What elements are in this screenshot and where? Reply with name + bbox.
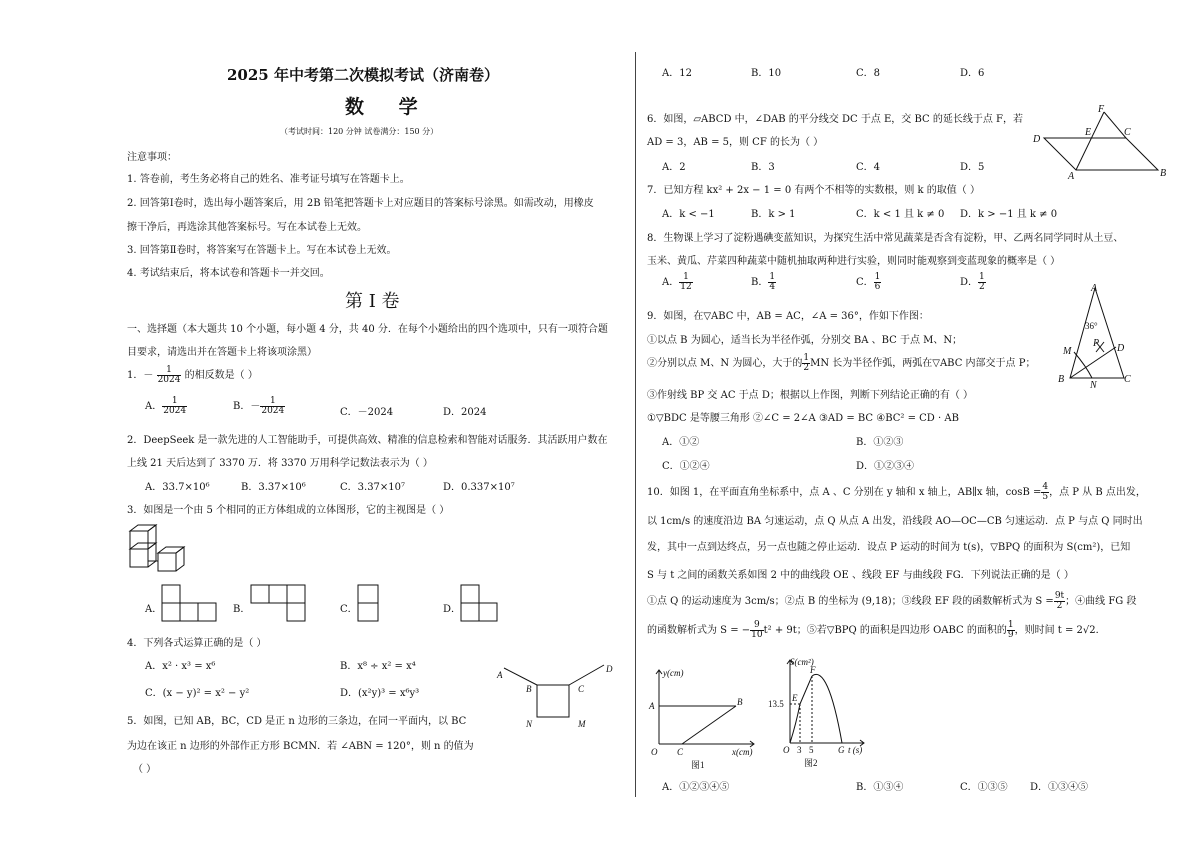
q9-stem: ①▽BDC 是等腰三角形 ②∠C = 2∠A ③AD = BC ④BC² = CD · AB [647, 413, 959, 424]
fig2-label-f: F [810, 665, 816, 675]
fig2-label-135: 13.5 [768, 699, 784, 709]
q7-stem: 7．已知方程 kx² + 2x − 1 = 0 有两个不相等的实数根，则 k 的取值（ ） [647, 185, 980, 196]
q2-option-c[interactable]: C．3.37×10⁷ [340, 482, 406, 493]
q9-label-c: C [1124, 374, 1131, 385]
column-divider [635, 52, 636, 797]
q4-option-d[interactable]: D．(x²y)³ = x⁶y³ [340, 688, 420, 699]
part1-intro: 一、选择题（本大题共 10 个小题，每小题 4 分，共 40 分．在每个小题给出的四个选项中，只有一项符合题 [127, 324, 608, 335]
q6-option-b[interactable]: B．3 [751, 162, 775, 173]
q10-option-d[interactable]: D．①③④⑤ [1030, 782, 1089, 793]
q6-label-c: C [1124, 127, 1131, 138]
q3-option-d[interactable]: D． [443, 604, 462, 615]
notice-item: 擦干净后，再选涂其他答案标号。写在本试卷上无效。 [127, 222, 367, 233]
q6-option-d[interactable]: D．5 [960, 162, 985, 173]
exam-title: 2025 年中考第二次模拟考试（济南卷） [227, 66, 499, 84]
q5-option-c[interactable]: C．8 [856, 68, 881, 79]
q5-stem: （ ） [133, 764, 157, 775]
q9-option-a[interactable]: A．①② [662, 437, 700, 448]
q3-option-c-view[interactable] [357, 584, 381, 624]
q2-option-d[interactable]: D．0.337×10⁷ [443, 482, 515, 493]
q5-label-n: N [526, 719, 533, 729]
notice-item: 4. 考试结束后，将本试卷和答题卡一并交回。 [127, 268, 330, 279]
q6-stem: AD = 3，AB = 5，则 CF 的长为（ ） [647, 137, 824, 148]
q2-stem: 2．DeepSeek 是一款先进的人工智能助手，可提供高效、精准的信息检索和智能对话服务．其活跃用户数在 [127, 435, 608, 446]
q5-option-b[interactable]: B．10 [751, 68, 782, 79]
q3-option-d-view[interactable] [460, 584, 500, 624]
q4-stem: 4．下列各式运算正确的是（ ） [127, 638, 267, 649]
q1-option-d[interactable]: D．2024 [443, 407, 487, 418]
fig1-label-b: B [737, 697, 743, 707]
q9-label-a: A [1091, 283, 1098, 294]
q8-option-c[interactable]: C． $\frac{1}{6}$ [856, 272, 881, 292]
q9-label-n: N [1090, 380, 1097, 390]
q1-option-c[interactable]: C．－2024 [340, 407, 394, 418]
q6-label-f: F [1098, 104, 1105, 115]
q8-option-d[interactable]: D． $\frac{1}{2}$ [960, 272, 985, 292]
fig1-label-a: A [649, 701, 655, 711]
q9-label-m: M [1063, 346, 1072, 357]
fig1-label-c: C [677, 747, 684, 757]
fig2-label-5: 5 [809, 745, 814, 755]
q5-label-a: A [497, 670, 503, 680]
q10-stem: ①点 Q 的运动速度为 3cm/s；②点 B 的坐标为 (9,18)；③线段 EF 段的函数解析式为 S = $\frac{9t}{2}$ ；④曲线 FG 段 [647, 591, 1137, 611]
q5-label-c: C [578, 684, 585, 694]
q6-option-c[interactable]: C．4 [856, 162, 881, 173]
q9-option-b[interactable]: B．①②③ [856, 437, 904, 448]
q10-option-b[interactable]: B．①③④ [856, 782, 904, 793]
q2-stem: 上线 21 天后达到了 3370 万．将 3370 万用科学记数法表示为（ ） [127, 458, 433, 469]
notice-item: 3. 回答第Ⅱ卷时，将答案写在答题卡上。写在本试卷上无效。 [127, 245, 397, 256]
fig2-label-g: G [838, 745, 845, 755]
fig1-caption: 图1 [691, 760, 705, 770]
q6-label-b: B [1160, 168, 1167, 179]
q8-stem: 8．生物课上学习了淀粉遇碘变蓝知识，为探究生活中常见蔬菜是否含有淀粉，甲、乙两名同学同时从土豆、 [647, 233, 1124, 244]
q7-option-d[interactable]: D．k > −1 且 k ≠ 0 [960, 209, 1058, 220]
fig1-label-x: x(cm) [732, 747, 753, 757]
q8-option-b[interactable]: B． $\frac{1}{4}$ [751, 272, 776, 292]
q8-option-a[interactable]: A． $\frac{1}{12}$ [662, 272, 692, 292]
q1-option-a[interactable]: A． $\frac{1}{2024}$ [145, 396, 187, 416]
q10-stem: 发，其中一点到达终点，另一点也随之停止运动．设点 P 运动的时间为 t(s)，▽BPQ 的面积为 S(cm²)，已知 [647, 542, 1131, 553]
q2-option-a[interactable]: A．33.7×10⁶ [145, 482, 210, 493]
fig2-label-t: t (s) [848, 745, 863, 755]
fig2-caption: 图2 [804, 758, 818, 768]
q10-figure-2 [768, 654, 868, 770]
q1-stem: 1．－ $\frac{1}{2024}$ 的相反数是（ ） [127, 365, 258, 385]
q9-stem: ①以点 B 为圆心，适当长为半径作弧，分别交 BA 、BC 于点 M、N； [647, 335, 963, 346]
q6-label-a: A [1068, 171, 1075, 180]
q9-label-b: B [1058, 374, 1065, 385]
q9-option-d[interactable]: D．①②③④ [856, 461, 915, 472]
q4-option-a[interactable]: A．x² · x³ = x⁶ [145, 661, 216, 672]
q3-option-b-view[interactable] [250, 584, 308, 624]
q9-label-angle: 36° [1085, 321, 1098, 331]
q7-option-a[interactable]: A．k < −1 [662, 209, 715, 220]
q9-stem: ③作射线 BP 交 AC 于点 D；根据以上作图，判断下列结论正确的有（ ） [647, 390, 974, 401]
q5-option-d[interactable]: D．6 [960, 68, 985, 79]
notice-heading: 注意事项： [127, 152, 177, 163]
notice-item: 2. 回答第Ⅰ卷时，选出每小题答案后，用 2B 铅笔把答题卡上对应题目的答案标号涂黑。如需改动，用橡皮 [127, 198, 594, 209]
q10-stem: 10．如图 1，在平面直角坐标系中，点 A 、C 分别在 y 轴和 x 轴上，AB∥x 轴，cosB = $\frac{4}{5}$ ，点 P 从 B 点出发， [647, 482, 1146, 502]
notice-item: 1. 答卷前，考生务必将自己的姓名、准考证号填写在答题卡上。 [127, 174, 410, 185]
fig2-label-3: 3 [797, 745, 802, 755]
q9-figure [1052, 280, 1142, 390]
q5-option-a[interactable]: A．12 [662, 68, 692, 79]
fig2-label-s: S(cm²) [790, 657, 814, 667]
q10-stem: 以 1cm/s 的速度沿边 BA 匀速运动，点 Q 从点 A 出发，沿线段 AO—OC—CB 匀速运动．点 P 与点 Q 同时出 [647, 516, 1143, 527]
q10-figure-1 [644, 662, 764, 770]
q7-option-b[interactable]: B．k > 1 [751, 209, 796, 220]
fig1-label-y: y(cm) [663, 668, 684, 678]
q3-solid-figure [128, 523, 192, 573]
q6-label-d: D [1033, 134, 1041, 145]
q3-option-a-view[interactable] [161, 584, 219, 624]
q10-stem: 的函数解析式为 S = − $\frac{9}{10}$ t² + 9t；⑤若▽BPQ 的面积是四边形 OABC 的面积的 $\frac{1}{9}$ ，则时间 t = 2√2． [647, 620, 1106, 640]
q10-option-c[interactable]: C．①③⑤ [960, 782, 1008, 793]
q9-label-p: P [1093, 338, 1100, 349]
q5-label-b: B [526, 684, 532, 694]
q5-stem: 5．如图，已知 AB，BC，CD 是正 n 边形的三条边，在同一平面内，以 BC [127, 716, 467, 727]
q3-option-a[interactable]: A． [145, 604, 163, 615]
q5-label-m: M [578, 719, 586, 729]
q2-option-b[interactable]: B．3.37×10⁶ [241, 482, 306, 493]
q4-option-b[interactable]: B．x⁸ ÷ x² = x⁴ [340, 661, 416, 672]
q9-label-d: D [1117, 343, 1125, 354]
part1-heading: 第 I 卷 [345, 291, 400, 312]
q3-stem: 3．如图是一个由 5 个相同的正方体组成的立体图形，它的主视图是（ ） [127, 505, 450, 516]
q5-stem: 为边在该正 n 边形的外部作正方形 BCMN．若 ∠ABN = 120°，则 n 的值为 [127, 741, 474, 752]
q3-option-b[interactable]: B． [233, 604, 251, 615]
q3-option-c[interactable]: C． [340, 604, 358, 615]
q5-figure [494, 660, 619, 735]
q9-stem: 9．如图，在▽ABC 中，AB = AC，∠A = 36°，作如下作图： [647, 311, 929, 322]
part1-intro: 目要求，请选出并在答题卡上将该项涂黑） [127, 347, 317, 358]
q5-label-d: D [606, 664, 613, 674]
q6-label-e: E [1085, 127, 1092, 138]
q9-option-c[interactable]: C．①②④ [662, 461, 710, 472]
q9-stem: ②分别以点 M、N 为圆心，大于的 $\frac{1}{2}$ MN 长为半径作弧，两弧在▽ABC 内部交于点 P； [647, 353, 1036, 373]
fig2-label-e: E [792, 693, 798, 703]
q6-stem: 6．如图，▱ABCD 中，∠DAB 的平分线交 DC 于点 E，交 BC 的延长线于点 F，若 [647, 114, 1023, 125]
q1-option-b[interactable]: B．－ $\frac{1}{2024}$ [233, 396, 285, 416]
fig2-label-o: O [783, 745, 790, 755]
exam-info: （考试时间：120 分钟 试卷满分：150 分） [280, 127, 439, 136]
fig1-label-o: O [651, 747, 658, 757]
q6-figure [1030, 100, 1172, 180]
q10-stem: S 与 t 之间的函数关系如图 2 中的曲线段 OE 、线段 EF 与曲线段 FG．下列说法正确的是（ ） [647, 570, 1074, 581]
q10-option-a[interactable]: A．①②③④⑤ [662, 782, 730, 793]
q8-stem: 玉米、黄瓜、芹菜四种蔬菜中随机抽取两种进行实验，则同时能观察到变蓝现象的概率是（ ） [647, 256, 1061, 267]
q7-option-c[interactable]: C．k < 1 且 k ≠ 0 [856, 209, 945, 220]
subject-title: 数 学 [345, 96, 432, 118]
q4-option-c[interactable]: C．(x − y)² = x² − y² [145, 688, 250, 699]
q6-option-a[interactable]: A．2 [662, 162, 686, 173]
